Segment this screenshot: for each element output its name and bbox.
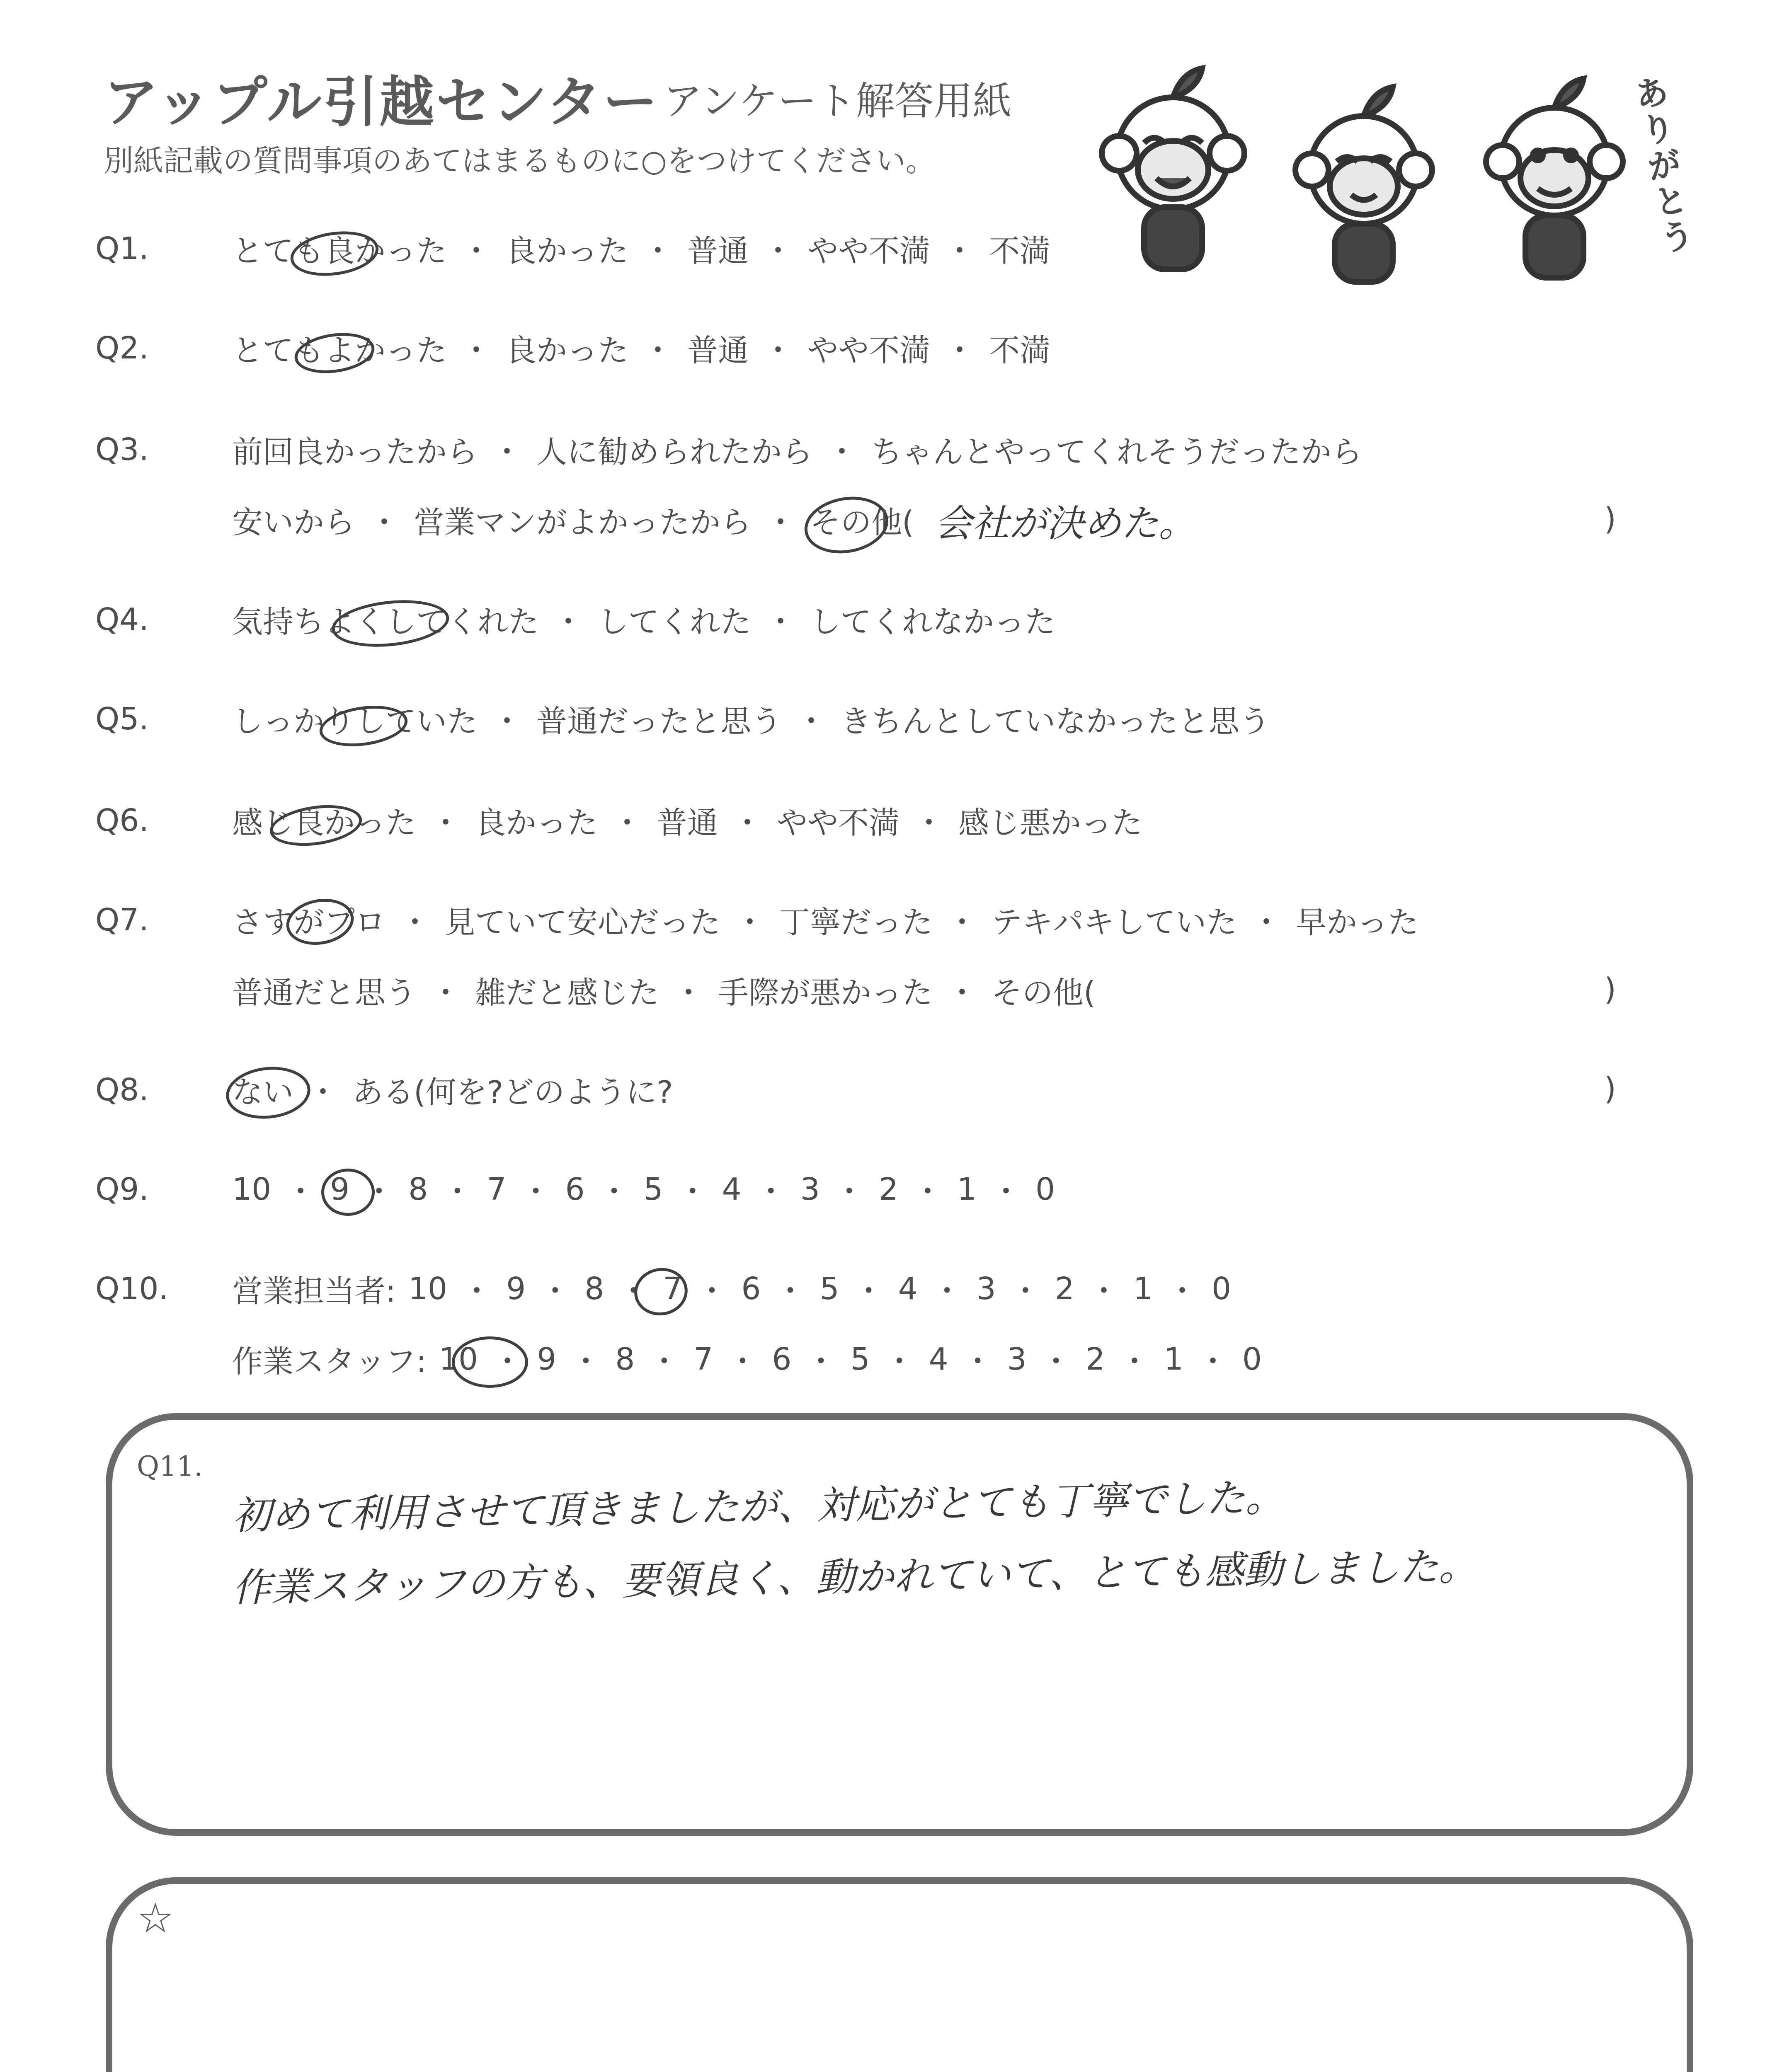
q1-option-3[interactable]: 普通 [687, 233, 749, 269]
question-q4: Q4. 気持ちよくしてくれた ・ してくれた ・ してくれなかった [95, 597, 1055, 642]
monkey-laughing-icon [1102, 68, 1244, 269]
monkey-smile-icon [1486, 79, 1623, 278]
q3-option-2[interactable]: 人に勧められたから [536, 434, 812, 470]
star-icon: ☆ [137, 1894, 174, 1942]
q7-close-paren: ) [1604, 972, 1616, 1007]
question-number: Q2. [95, 330, 149, 366]
q10-staff-option-3[interactable]: 3 [1007, 1341, 1027, 1377]
q10-staff-option-6[interactable]: 6 [772, 1341, 792, 1377]
q9-selection-circle [321, 1169, 375, 1216]
q10-sales-option-0[interactable]: 0 [1211, 1271, 1232, 1307]
form-subtitle: アンケート解答用紙 [663, 79, 1012, 124]
question-number: Q3. [95, 432, 149, 467]
q10-sales-option-5[interactable]: 5 [819, 1271, 839, 1307]
q1-option-5[interactable]: 不満 [989, 233, 1050, 269]
q9-option-2[interactable]: 2 [878, 1172, 898, 1207]
q4-option-2[interactable]: してくれた [598, 604, 751, 640]
q7-option-4[interactable]: テキパキしていた [992, 905, 1237, 940]
q5-option-1[interactable]: しっかりしていた [232, 704, 478, 739]
free-comment-box[interactable] [106, 1877, 1693, 2072]
q10-staff-selection-circle [452, 1336, 528, 1388]
q10-staff-option-9[interactable]: 9 [537, 1341, 557, 1377]
q6-option-3[interactable]: 普通 [657, 805, 718, 841]
question-q1: Q1. とても良かった ・ 良かった ・ 普通 ・ やや不満 ・ 不満 [95, 226, 1050, 271]
q6-option-5[interactable]: 感じ悪かった [958, 805, 1142, 841]
q10-staff-option-10[interactable]: 10 [439, 1341, 478, 1377]
q7-option-7[interactable]: 雑だと感じた [475, 975, 659, 1011]
question-q8: Q8. ない ・ ある(何を?どのように? [95, 1067, 673, 1113]
q9-option-1[interactable]: 1 [957, 1172, 977, 1207]
q10-sales-option-9[interactable]: 9 [506, 1271, 526, 1307]
q11-comment-line-2: 作業スタッフの方も、要領良く、動かれていて、とても感動しました。 [232, 1544, 1478, 1611]
q7-option-5[interactable]: 早かった [1296, 905, 1418, 940]
q10-staff-option-0[interactable]: 0 [1242, 1341, 1262, 1377]
q10-sales-option-4[interactable]: 4 [898, 1271, 918, 1307]
q3-option-4[interactable]: 安いから [232, 505, 355, 540]
q9-option-7[interactable]: 7 [487, 1172, 507, 1207]
question-number: Q6. [95, 803, 149, 838]
q7-option-6[interactable]: 普通だと思う [232, 975, 416, 1011]
q10-sales-label: 営業担当者: [232, 1273, 396, 1309]
question-q7-line2: 普通だと思う ・ 雑だと感じた ・ 手際が悪かった ・ その他( [232, 968, 1096, 1013]
q9-option-4[interactable]: 4 [722, 1172, 742, 1207]
thanks-text: ありがとう [1626, 73, 1697, 259]
q9-option-6[interactable]: 6 [565, 1172, 585, 1207]
question-number: Q10. [95, 1271, 168, 1307]
q10-staff-option-7[interactable]: 7 [693, 1341, 713, 1377]
q7-option-2[interactable]: 見ていて安心だった [444, 905, 720, 940]
q11-comment-line-1: 初めて利用させて頂きましたが、対応がとても丁寧でした。 [232, 1475, 1285, 1539]
q7-option-1[interactable]: さすがプロ [232, 905, 385, 940]
q10-sales-option-8[interactable]: 8 [584, 1271, 604, 1307]
question-q3-line2: 安いから ・ 営業マンがよかったから ・ その他( 会社が決めた。 [232, 497, 1196, 543]
q8-close-paren: ) [1604, 1071, 1616, 1107]
q7-option-other[interactable]: その他( [992, 975, 1096, 1011]
q1-option-1[interactable]: とても良かった [232, 233, 447, 269]
q3-option-3[interactable]: ちゃんとやってくれそうだったから [871, 434, 1362, 470]
q9-option-10[interactable]: 10 [232, 1172, 272, 1207]
q9-option-0[interactable]: 0 [1035, 1172, 1055, 1207]
q8-option-2[interactable]: ある(何を?どのように? [352, 1075, 673, 1110]
q2-option-4[interactable]: やや不満 [807, 333, 930, 368]
question-q3: Q3. 前回良かったから ・ 人に勧められたから ・ ちゃんとやってくれそうだったから [95, 427, 1362, 472]
question-q9: Q9. 10 ・ 9 ・ 8 ・ 7 ・ 6 ・ 5 ・ 4 ・ 3 ・ 2 ・ 1 ・ 0 [95, 1172, 1055, 1210]
q8-option-1[interactable]: ない [232, 1075, 293, 1110]
q10-staff-option-4[interactable]: 4 [929, 1341, 948, 1377]
q9-option-5[interactable]: 5 [643, 1172, 663, 1207]
q6-option-2[interactable]: 良かった [475, 805, 598, 841]
question-q10-staff: 作業スタッフ: 10 ・ 9 ・ 8 ・ 7 ・ 6 ・ 5 ・ 4 ・ 3 ・ 2 ・ 1 ・ 0 [232, 1336, 1262, 1382]
q2-option-1[interactable]: とてもよかった [232, 333, 447, 368]
q10-staff-option-5[interactable]: 5 [850, 1341, 870, 1377]
q10-sales-option-10[interactable]: 10 [408, 1271, 448, 1307]
question-number: Q8. [95, 1072, 149, 1108]
question-q2: Q2. とてもよかった ・ 良かった ・ 普通 ・ やや不満 ・ 不満 [95, 325, 1050, 371]
q4-option-3[interactable]: してくれなかった [810, 604, 1055, 640]
q11-label: Q11. [137, 1450, 203, 1482]
q9-option-3[interactable]: 3 [800, 1172, 820, 1207]
question-q5: Q5. しっかりしていた ・ 普通だったと思う ・ きちんとしていなかったと思う [95, 696, 1270, 742]
q10-sales-option-6[interactable]: 6 [741, 1271, 761, 1307]
instruction-text: 別紙記載の質問事項のあてはまるものに○をつけてください。 [104, 143, 936, 178]
mascot-illustration [1094, 54, 1716, 286]
q10-sales-option-7[interactable]: 7 [663, 1271, 683, 1307]
q10-sales-option-3[interactable]: 3 [976, 1271, 996, 1307]
q6-option-1[interactable]: 感じ良かった [232, 805, 416, 841]
q10-staff-label: 作業スタッフ: [232, 1344, 427, 1380]
q2-option-5[interactable]: 不満 [989, 333, 1050, 368]
q9-option-9[interactable]: 9 [330, 1172, 350, 1207]
question-q7: Q7. さすがプロ ・ 見ていて安心だった ・ 丁寧だった ・ テキパキしていた ・ 早かった [95, 897, 1418, 943]
q6-option-4[interactable]: やや不満 [777, 805, 899, 841]
q3-close-paren: ) [1604, 501, 1616, 537]
q5-option-3[interactable]: きちんとしていなかったと思う [841, 704, 1270, 739]
question-number: Q7. [95, 902, 149, 938]
q9-option-8[interactable]: 8 [408, 1172, 428, 1207]
q10-staff-option-1[interactable]: 1 [1164, 1341, 1183, 1377]
q10-sales-option-1[interactable]: 1 [1133, 1271, 1153, 1307]
q1-option-2[interactable]: 良かった [506, 233, 628, 269]
q10-staff-option-2[interactable]: 2 [1085, 1341, 1105, 1377]
question-number: Q5. [95, 701, 149, 737]
q1-option-4[interactable]: やや不満 [807, 233, 930, 269]
company-title: アップル引越センター [104, 70, 659, 134]
q2-option-2[interactable]: 良かった [506, 333, 628, 368]
question-q10-sales: Q10. 営業担当者: 10 ・ 9 ・ 8 ・ 7 ・ 6 ・ 5 ・ 4 ・ 3 ・ 2 ・ 1 ・ 0 [95, 1266, 1231, 1312]
question-q6: Q6. 感じ良かった ・ 良かった ・ 普通 ・ やや不満 ・ 感じ悪かった [95, 798, 1142, 843]
q5-option-2[interactable]: 普通だったと思う [536, 704, 782, 739]
question-number: Q1. [95, 231, 149, 266]
question-number: Q9. [95, 1172, 149, 1207]
q2-option-3[interactable]: 普通 [687, 333, 749, 368]
q7-option-3[interactable]: 丁寧だった [779, 905, 933, 940]
q3-other-answer: 会社が決めた。 [934, 502, 1196, 545]
monkey-happy-icon [1295, 87, 1432, 282]
q10-staff-option-8[interactable]: 8 [615, 1341, 635, 1377]
q10-sales-option-2[interactable]: 2 [1055, 1271, 1074, 1307]
q4-option-1[interactable]: 気持ちよくしてくれた [232, 604, 539, 640]
q3-option-other[interactable]: その他( [810, 505, 914, 540]
q7-option-8[interactable]: 手際が悪かった [718, 975, 933, 1011]
q3-option-5[interactable]: 営業マンがよかったから [414, 505, 751, 540]
question-number: Q4. [95, 602, 149, 637]
q3-option-1[interactable]: 前回良かったから [232, 434, 478, 470]
